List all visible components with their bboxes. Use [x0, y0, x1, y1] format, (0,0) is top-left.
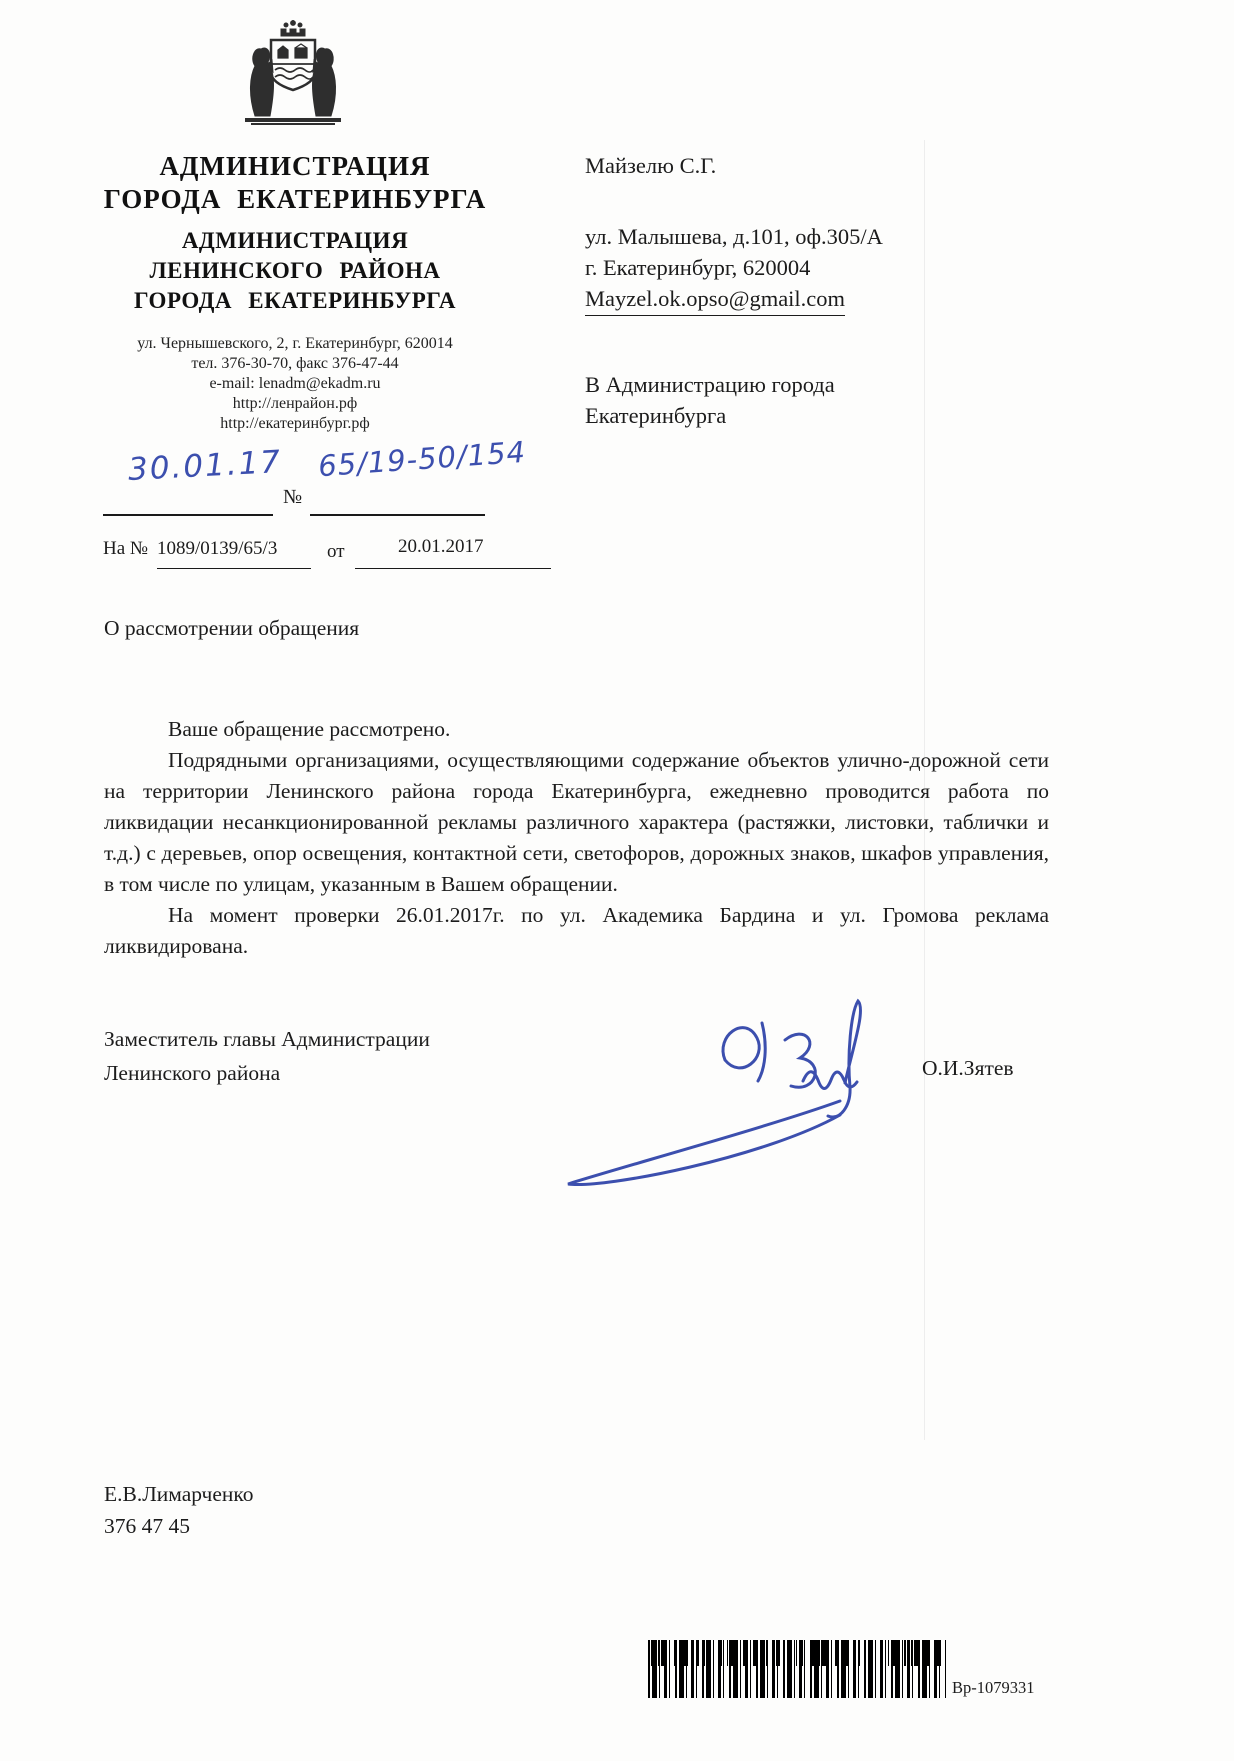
outgoing-number-line [310, 514, 485, 516]
outgoing-number-handwritten: 65/19-50/154 [317, 434, 527, 484]
org-name-district-line2: ЛЕНИНСКОГО РАЙОНА [149, 258, 441, 283]
addressee-org-line2: Екатеринбурга [585, 403, 727, 428]
signer-title [104, 1022, 430, 1090]
letter-body [104, 714, 1049, 962]
body-paragraph-3: На момент проверки 26.01.2017г. по ул. Академика Бардина и ул. Громова реклама ликвидирована. [104, 903, 1049, 958]
letterhead-site-district: http://ленрайон.рф [232, 395, 358, 412]
barcode-bars-top-row [648, 1640, 946, 1666]
outgoing-date-handwritten: 30.01.17 [127, 443, 283, 489]
recipient-email: Mayzel.ok.opso@gmail.com [585, 283, 845, 316]
recipient-address-line1: ул. Малышева, д.101, оф.305/А [585, 224, 883, 249]
letterhead-site-city: http://екатеринбург.рф [220, 415, 370, 432]
signer-title-line2: Ленинского района [104, 1061, 281, 1085]
signer-name: О.И.Зятев [922, 1056, 1014, 1080]
letterhead-address: ул. Чернышевского, 2, г. Екатеринбург, 620014 [137, 335, 453, 352]
body-paragraph-1: Ваше обращение рассмотрено. [168, 717, 451, 741]
handwritten-signature [540, 985, 910, 1200]
body-paragraph-2: Подрядными организациями, осуществляющими содержание объектов улично-дорожной сети на территории Ленинского района города Екатеринбурга, ежедневно проводится работа по ликвидации несанкционированной рекламы различного характера (растяжки, листовки, таблички и т.д.) с деревьев, опор освещения, контактной сети, светофоров, дорожных знаков, шкафов управления, в том числе по улицам, указанным в Вашем обращении. [104, 748, 1049, 896]
addressee-org-line1: В Администрацию города [585, 372, 835, 397]
recipient-address-line2: г. Екатеринбург, 620004 [585, 255, 811, 280]
executor-name: Е.В.Лимарченко [104, 1482, 254, 1506]
barcode-label: Вр-1079331 [952, 1678, 1035, 1697]
org-name-district-line3: ГОРОДА ЕКАТЕРИНБУРГА [134, 288, 456, 313]
outgoing-date-line [103, 514, 273, 516]
letterhead-phone-fax: тел. 376-30-70, факс 376-47-44 [191, 355, 399, 372]
subject-line: О рассмотрении обращения [104, 616, 360, 640]
signer-title-line1: Заместитель главы Администрации [104, 1027, 430, 1051]
yekaterinburg-coat-of-arms-icon [225, 20, 361, 142]
number-sign: № [283, 486, 303, 508]
reference-number: 1089/0139/65/3 [157, 538, 278, 559]
reference-number-line [157, 568, 311, 569]
recipient-block [585, 150, 1055, 431]
org-name-city-line2: ГОРОДА ЕКАТЕРИНБУРГА [103, 184, 487, 214]
org-name-district-line1: АДМИНИСТРАЦИЯ [181, 228, 409, 253]
executor-phone: 376 47 45 [104, 1514, 190, 1538]
letterhead-email: e-mail: lenadm@ekadm.ru [209, 375, 381, 392]
recipient-name: Майзелю С.Г. [585, 153, 717, 178]
reference-date: 20.01.2017 [398, 536, 484, 557]
reference-label: На № [103, 538, 149, 559]
document-barcode [648, 1640, 946, 1698]
reference-from-label: от [327, 541, 345, 562]
org-name-city-line1: АДМИНИСТРАЦИЯ [159, 151, 431, 181]
reference-date-line [355, 568, 551, 569]
letterhead [95, 150, 495, 434]
